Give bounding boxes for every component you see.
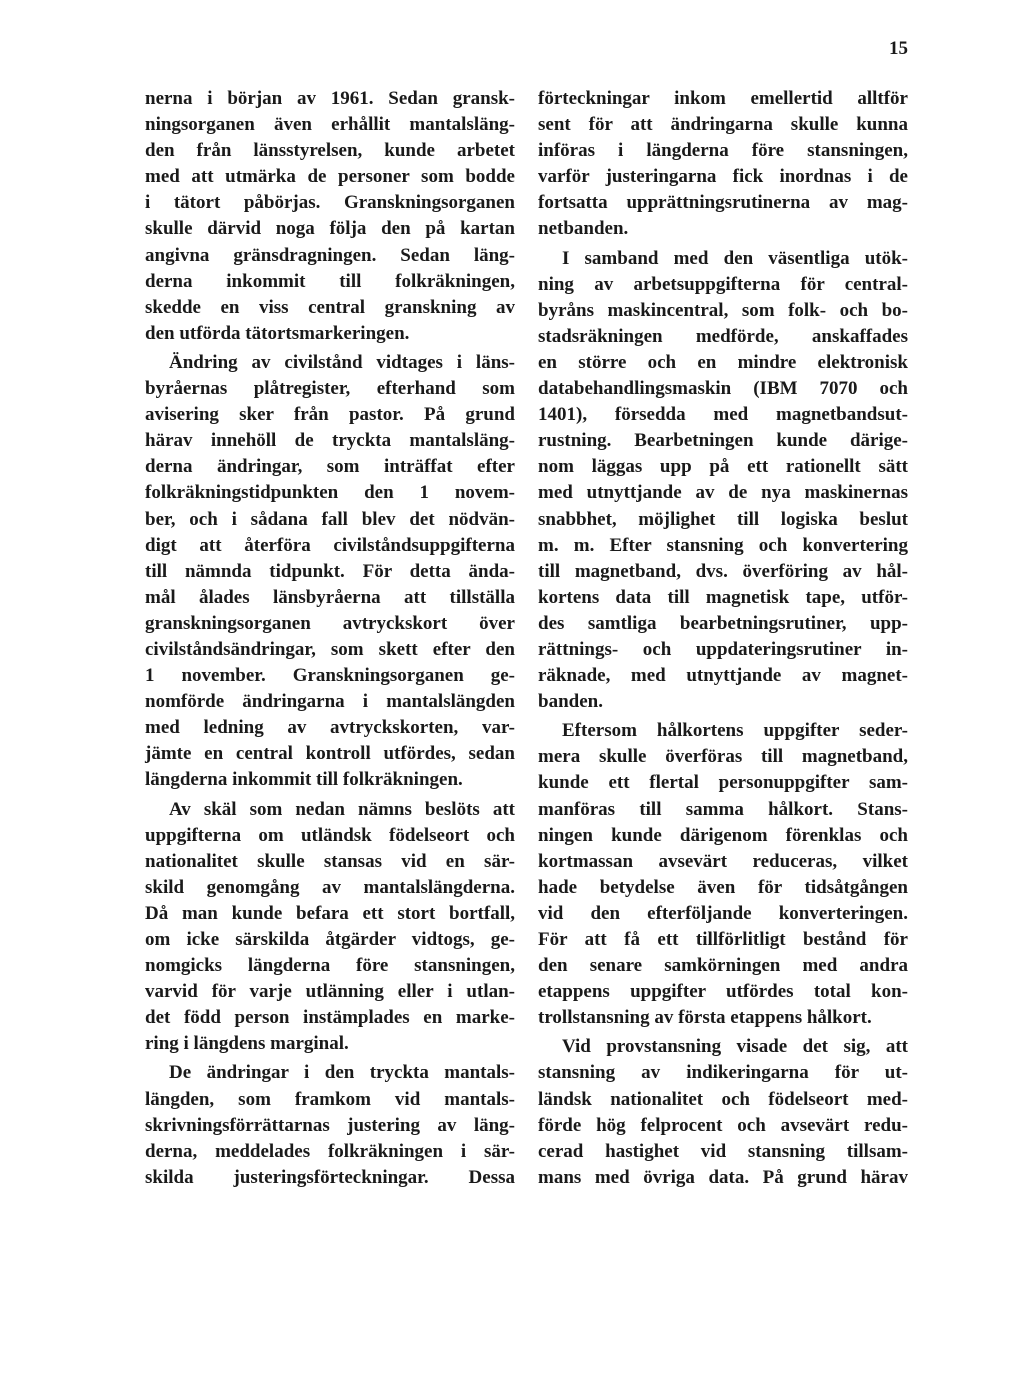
text-line: vid den efterföljande konverteringen. [538, 902, 908, 924]
text-line: I samband med den väsentliga utök- [562, 247, 908, 269]
text-line: nerna i början av 1961. Sedan gransk- [145, 88, 515, 109]
text-line: med att utmärka de personer som bodde [145, 166, 515, 188]
text-line: Ändring av civilstånd vidtages i läns- [169, 351, 515, 373]
text-line: granskningsorganen avtryckskort över [145, 612, 515, 634]
text-line: mål ålades länsbyråerna att tillställa [145, 586, 515, 608]
text-line: derna ändringar, som inträffat efter [145, 456, 515, 478]
text-line: hade betydelse även för tidsåtgången [538, 876, 908, 898]
left-column [145, 86, 515, 1191]
text-line: m. m. Efter stansning och konvertering [538, 534, 908, 556]
text-line: kortmassan avsevärt reduceras, vilket [538, 850, 908, 872]
text-line: med ledning av avtryckskorten, var- [145, 717, 515, 739]
text-line: För att få ett tillförlitligt bestånd för [538, 929, 908, 950]
text-line: byråns maskincentral, som folk- och bo- [538, 299, 908, 321]
text-line: trollstansning av första etappens hålkort. [538, 1007, 872, 1029]
text-line: ning av arbetsuppgifterna för central- [538, 273, 908, 295]
text-line: kortens data till magnetisk tape, utför- [538, 586, 908, 608]
text-line: ländsk nationalitet och födelseort med- [538, 1088, 908, 1110]
text-line: skild genomgång av mantalslängderna. [145, 876, 515, 898]
text-line: cerad hastighet vid stansning tillsam- [538, 1140, 908, 1162]
text-line: De ändringar i den tryckta mantals- [169, 1062, 515, 1084]
text-line: byråernas plåtregister, efterhand som [145, 378, 515, 400]
text-line: förde hög felprocent och avsevärt redu- [538, 1114, 908, 1136]
text-line: 1401), försedda med magnetbandsut- [538, 404, 908, 426]
text-line: rustning. Bearbetningen kunde därige- [538, 430, 908, 452]
text-line: skilda justeringsförteckningar. Dessa [145, 1166, 515, 1188]
text-line: i tätort påbörjas. Granskningsorganen [145, 192, 515, 214]
text-line: Av skäl som nedan nämns beslöts att [169, 798, 515, 820]
text-line: den utförda tätortsmarkeringen. [145, 322, 410, 344]
text-line: ningsorganen även erhållit mantalsläng- [145, 114, 515, 136]
text-line: ningen kunde därigenom förenklas och [538, 824, 908, 846]
text-line: införas i längderna före stansningen, [538, 140, 908, 162]
text-line: fortsatta upprättningsrutinerna av mag- [538, 192, 908, 214]
text-line: en större och en mindre elektronisk [538, 351, 908, 373]
text-line: kunde ett flertal personuppgifter sam- [538, 772, 908, 794]
text-line: den senare samkörningen med andra [538, 955, 908, 977]
text-line: stansning av indikeringarna för ut- [538, 1062, 908, 1084]
text-line: uppgifterna om utländsk födelseort och [145, 824, 515, 846]
text-line: avisering sker från pastor. På grund [145, 404, 515, 426]
text-line: längden, som framkom vid mantals- [145, 1088, 515, 1110]
text-line: Då man kunde befara ett stort bortfall, [145, 902, 515, 924]
text-line: nom läggas upp på ett rationellt sätt [538, 456, 908, 478]
text-line: nationalitet skulle stansas vid en sär- [145, 850, 515, 872]
text-line: derna, meddelades folkräkningen i sär- [145, 1140, 515, 1162]
text-line: ring i längdens marginal. [145, 1033, 349, 1055]
text-line: angivna gränsdragningen. Sedan läng- [145, 244, 515, 266]
text-line: om icke särskilda åtgärder vidtogs, ge- [145, 929, 515, 950]
text-line: mans med övriga data. På grund härav [538, 1166, 908, 1188]
text-line: 1 november. Granskningsorganen ge- [145, 665, 515, 687]
page-number: 15 [889, 38, 908, 59]
text-line: Vid provstansning visade det sig, att [562, 1036, 908, 1058]
text-line: skedde en viss central granskning av [145, 296, 515, 318]
text-line: ber, och i sådana fall blev det nödvän- [145, 508, 515, 530]
text-line: nomförde ändringarna i mantalslängden [145, 691, 515, 713]
text-line: det född person instämplades en marke- [145, 1007, 515, 1029]
text-line: till magnetband, dvs. överföring av hål- [538, 560, 908, 582]
text-line: folkräkningstidpunkten den 1 novem- [145, 482, 515, 504]
text-line: snabbhet, möjlighet till logiska beslut [538, 508, 908, 530]
text-line: sent för att ändringarna skulle kunna [538, 114, 908, 136]
text-line: manföras till samma hålkort. Stans- [538, 798, 908, 820]
text-line: rättnings- och uppdateringsrutiner in- [538, 638, 908, 660]
text-line: digt att återföra civilståndsuppgifterna [145, 534, 515, 556]
text-line: förteckningar inkom emellertid alltför [538, 88, 908, 109]
text-line: banden. [538, 691, 603, 713]
text-line: skrivningsförrättarnas justering av läng- [145, 1114, 515, 1136]
text-line: des samtliga bearbetningsrutiner, upp- [538, 612, 908, 634]
text-line: med utnyttjande av de nya maskinernas [538, 482, 908, 504]
text-line: stadsräkningen medförde, anskaffades [538, 325, 908, 347]
text-line: räknade, med utnyttjande av magnet- [538, 665, 908, 687]
text-line: Eftersom hålkortens uppgifter seder- [562, 720, 908, 742]
text-line: civilståndsändringar, som skett efter den [145, 638, 515, 660]
text-line: mera skulle överföras till magnetband, [538, 746, 908, 768]
text-line: till nämnda tidpunkt. För detta ända- [145, 560, 515, 582]
text-line: varvid för varje utlänning eller i utlan- [145, 981, 515, 1003]
right-column [538, 86, 908, 1191]
text-line: netbanden. [538, 218, 629, 240]
text-line: skulle därvid noga följa den på kartan [145, 218, 515, 240]
text-line: nomgicks längderna före stansningen, [145, 955, 515, 977]
text-line: den från länsstyrelsen, kunde arbetet [145, 140, 515, 162]
text-line: derna inkommit till folkräkningen, [145, 270, 515, 292]
text-line: jämte en central kontroll utfördes, sedan [145, 743, 515, 765]
text-line: längderna inkommit till folkräkningen. [145, 769, 463, 791]
text-line: etappens uppgifter utfördes total kon- [538, 981, 908, 1003]
text-line: varför justeringarna fick inordnas i de [538, 166, 908, 188]
text-line: härav innehöll de tryckta mantalsläng- [145, 430, 515, 452]
text-line: databehandlingsmaskin (IBM 7070 och [538, 378, 908, 400]
